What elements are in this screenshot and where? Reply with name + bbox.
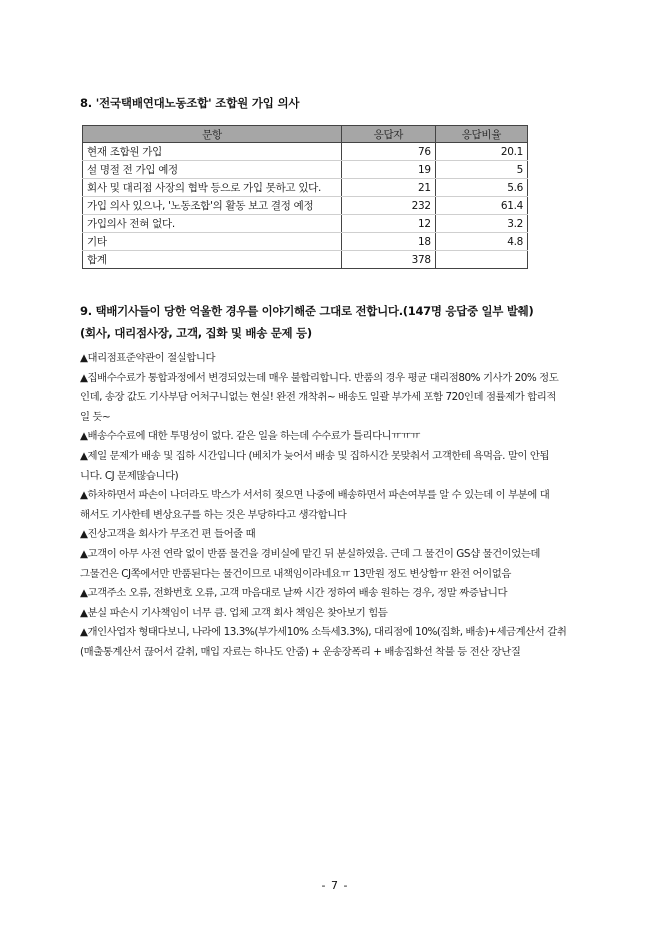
comment-line: ▲대리점표준약관이 절실합니다 xyxy=(80,352,216,364)
header-question: 문항 xyxy=(83,126,342,143)
comment-line: ▲고객주소 오류, 전화번호 오류, 고객 마음대로 날짜 시간 정하여 배송 원하는 경우, 정말 짜증납니다 xyxy=(80,587,508,600)
comment-line: ▲고객이 아무 사전 연락 없이 반품 물건을 경비실에 맡긴 뒤 분실하였음. 근데 그 물건이 GS샵 물건이었는데 xyxy=(80,547,541,560)
row-percent: 61.4 xyxy=(435,197,527,215)
total-count: 378 xyxy=(342,251,436,269)
comment-line: (매출통계산서 끊어서 갈취, 매입 자료는 하나도 안줌) + 운송장폭리 + 배송집화선 착불 등 전산 장난질 xyxy=(80,645,521,658)
row-percent: 5 xyxy=(435,161,527,179)
comment-line: ▲하차하면서 파손이 나더라도 박스가 서서히 젖으면 나중에 배송하면서 파손여부를 알 수 있는데 이 부분에 대 xyxy=(80,489,550,502)
row-percent: 20.1 xyxy=(435,143,527,161)
table-row xyxy=(83,233,528,251)
comment-line: ▲분실 파손시 기사책임이 너무 큼. 업체 고객 회사 책임은 찾아보기 힘듬 xyxy=(80,606,388,619)
comment-line: ▲제일 문제가 배송 및 집하 시간입니다 (베치가 늦어서 배송 및 집하시간 못맞춰서 고객한테 욕먹음. 말이 안됩 xyxy=(80,449,550,462)
comment-list xyxy=(80,349,588,663)
row-percent: 4.8 xyxy=(435,233,527,251)
comment-line: ▲진상고객을 회사가 무조건 편 들어줄 때 xyxy=(80,528,256,541)
row-percent: 3.2 xyxy=(435,215,527,233)
row-count: 21 xyxy=(342,179,436,197)
table-row xyxy=(83,179,528,197)
row-count: 76 xyxy=(342,143,436,161)
comment-line: ▲배송수수료에 대한 투명성이 없다. 같은 일을 하는데 수수료가 틀리다니ㅠㅠㅠ xyxy=(80,430,421,443)
total-label: 합계 xyxy=(83,251,342,269)
section8-title: 8. '전국택배연대노동조합' 조합원 가입 의사 xyxy=(80,96,300,110)
row-percent: 5.6 xyxy=(435,179,527,197)
table-row xyxy=(83,161,528,179)
comment-line: 그물건은 CJ쪽에서만 반품된다는 물건이므로 내책임이라네요ㅠ 13만원 정도 변상함ㅠ 완전 어이없음 xyxy=(80,567,511,580)
table-header-row xyxy=(83,126,528,143)
table-row xyxy=(83,215,528,233)
page-number: - 7 - xyxy=(321,879,349,892)
table-total-row xyxy=(83,251,528,269)
row-count: 18 xyxy=(342,233,436,251)
row-label: 설 명절 전 가입 예정 xyxy=(83,161,342,179)
comment-line: 니다. CJ 문제많습니다) xyxy=(80,469,179,482)
row-label: 가입의사 전혀 없다. xyxy=(83,215,342,233)
header-respondents: 응답자 xyxy=(342,126,436,143)
section9-subtitle: (회사, 대리점사장, 고객, 집화 및 배송 문제 등) xyxy=(80,326,312,340)
header-ratio: 응답비율 xyxy=(435,126,527,143)
comment-line: 인데, 송장 값도 기사부담 어처구니없는 현실! 완전 개착취~ 배송도 일괄 부가세 포함 720인데 점률제가 합리적 xyxy=(80,391,556,404)
total-percent xyxy=(435,251,527,269)
comment-line: 해서도 기사한테 변상요구를 하는 것은 부당하다고 생각합니다 xyxy=(80,508,347,521)
row-count: 12 xyxy=(342,215,436,233)
row-label: 가입 의사 있으나, '노동조합'의 활동 보고 결정 예정 xyxy=(83,197,342,215)
row-count: 19 xyxy=(342,161,436,179)
row-count: 232 xyxy=(342,197,436,215)
table-row xyxy=(83,143,528,161)
section9-heading xyxy=(80,300,580,344)
comment-line: 일 듯~ xyxy=(80,410,111,423)
comment-line: ▲개인사업자 형태다보니, 나라에 13.3%(부가세10% 소득세3.3%), 대리점에 10%(집화, 배송)+세금계산서 갈취 xyxy=(80,626,567,639)
row-label: 기타 xyxy=(83,233,342,251)
row-label: 회사 및 대리점 사장의 협박 등으로 가입 못하고 있다. xyxy=(83,179,342,197)
table-row xyxy=(83,197,528,215)
survey-table xyxy=(82,125,528,269)
row-label: 현재 조합원 가입 xyxy=(83,143,342,161)
section9-title: 9. 택배기사들이 당한 억울한 경우를 이야기해준 그대로 전합니다.(147명 응답중 일부 발췌) xyxy=(80,304,534,318)
comment-line: ▲집배수수료가 통합과정에서 변경되었는데 매우 불합리합니다. 반품의 경우 평균 대리점80% 기사가 20% 정도 xyxy=(80,371,559,384)
